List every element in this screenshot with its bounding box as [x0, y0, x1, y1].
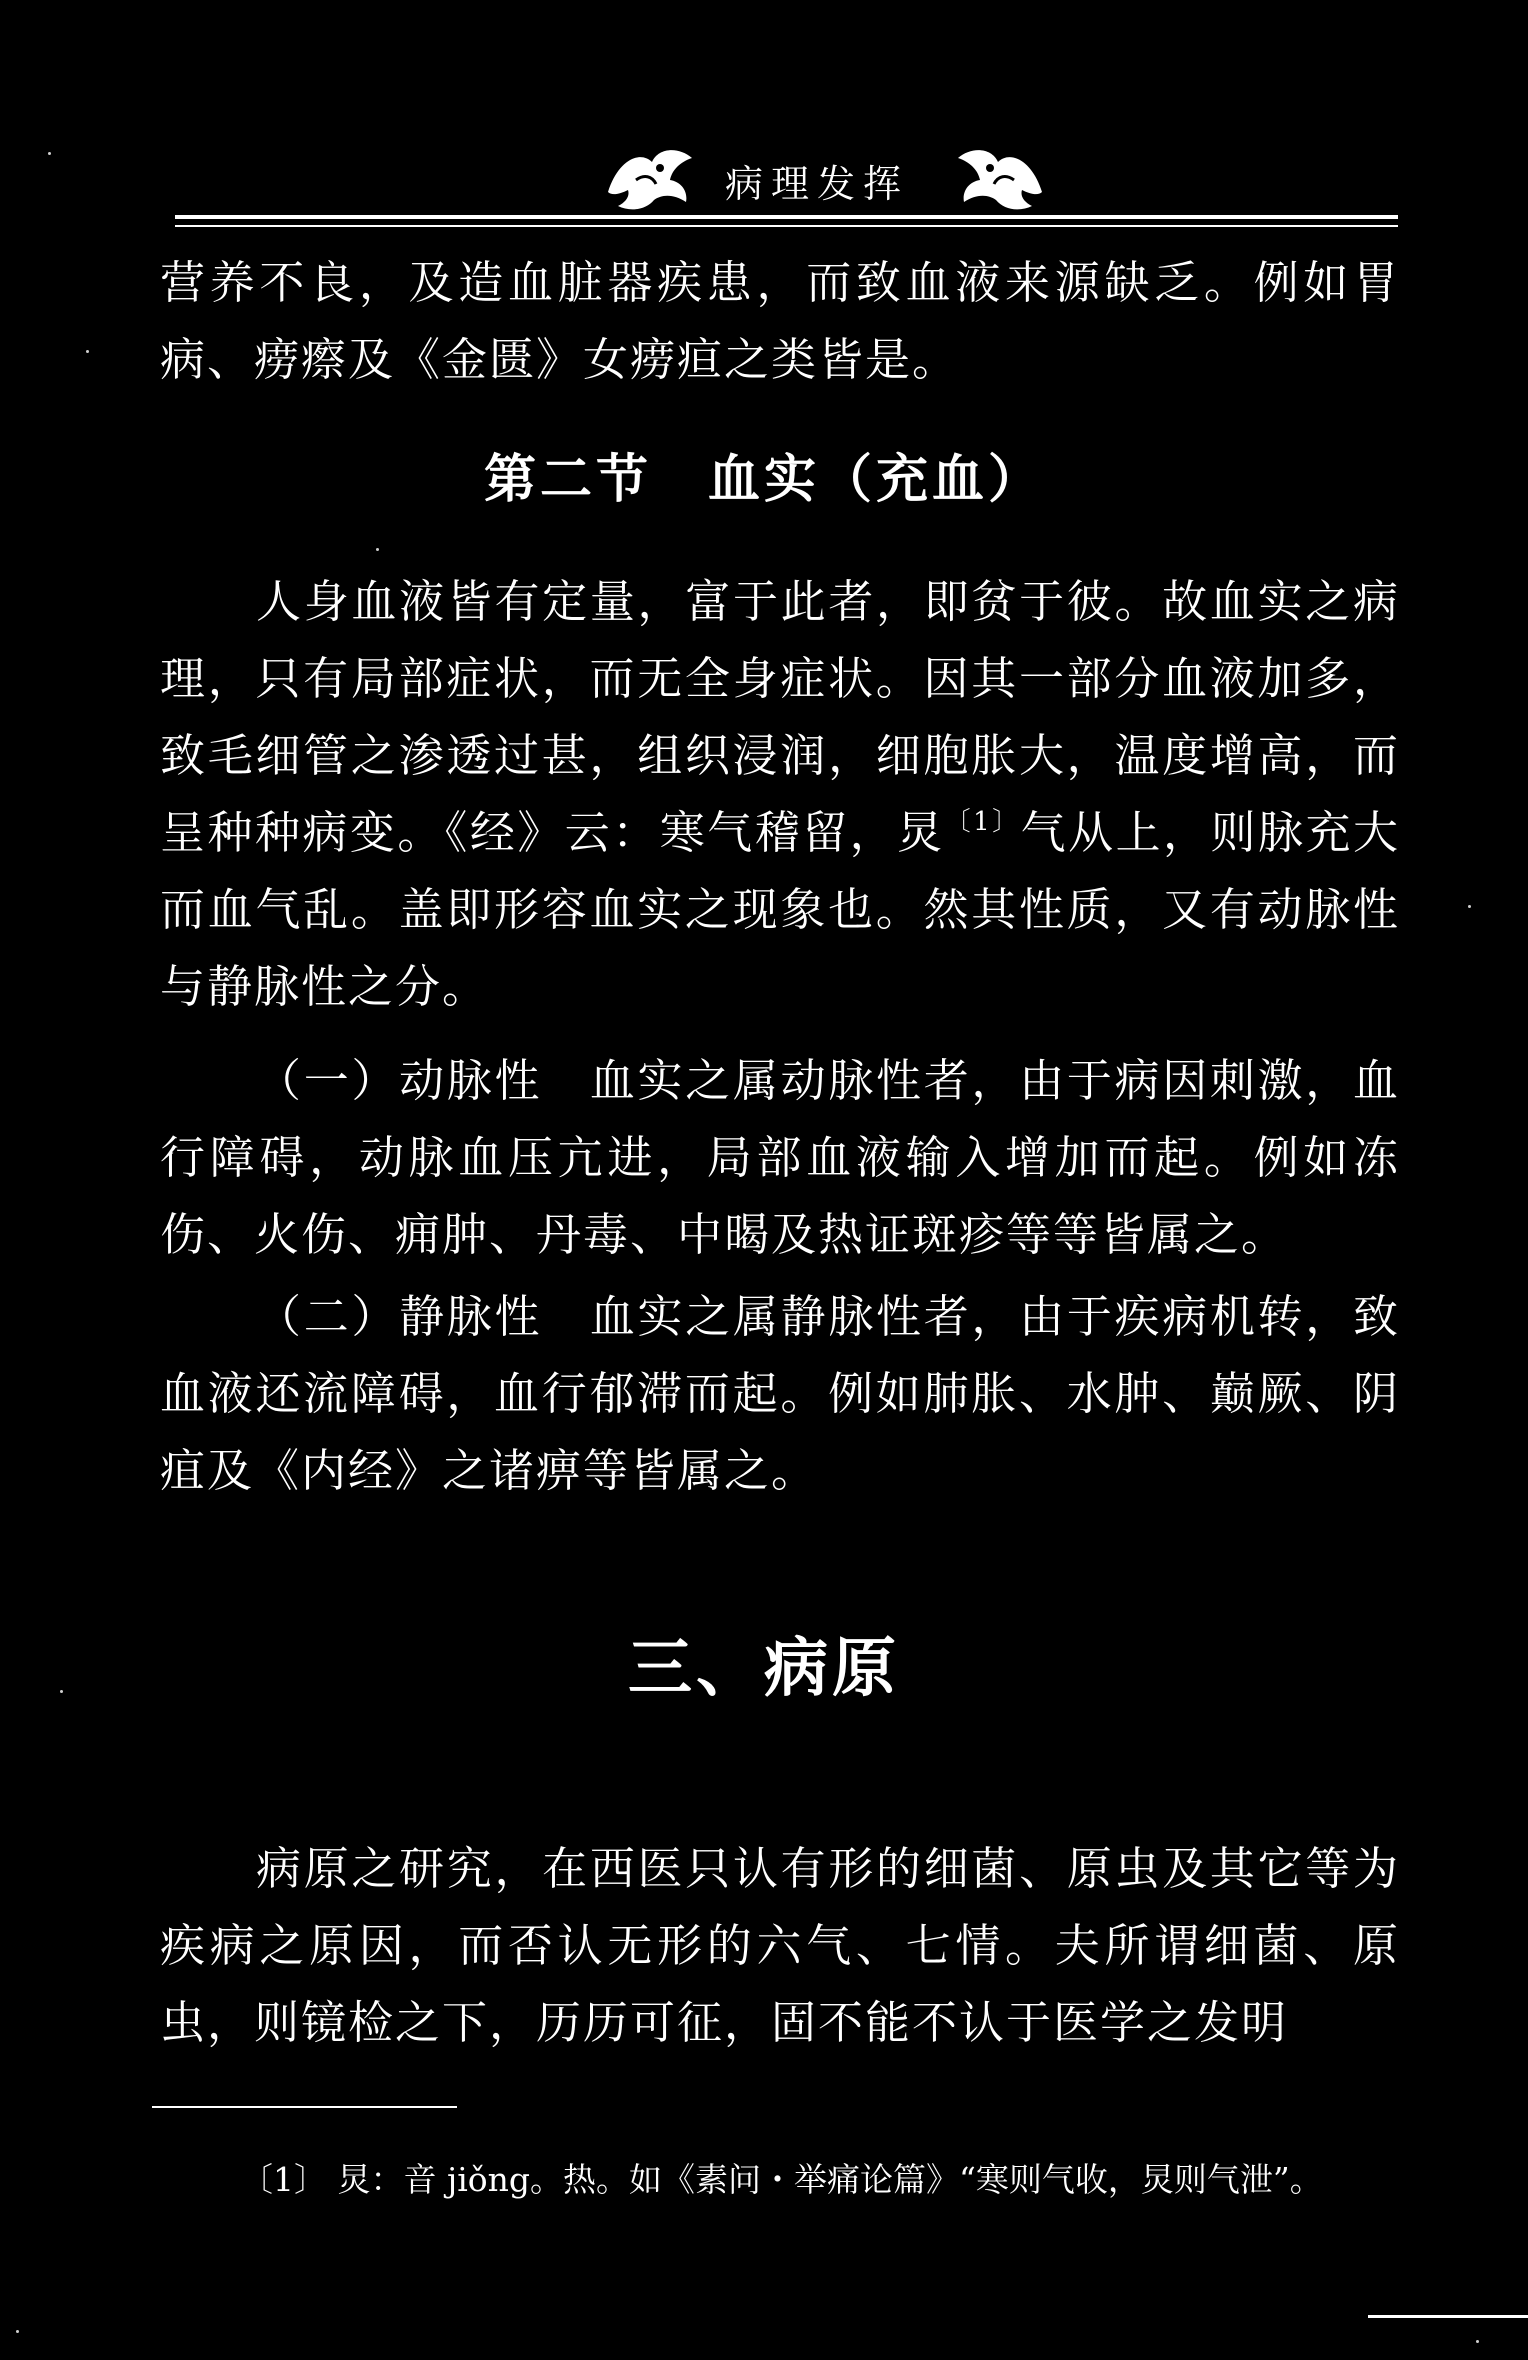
scan-speck — [16, 2330, 19, 2333]
running-header — [0, 140, 1528, 220]
header-title: 病理发挥 — [725, 162, 910, 206]
paragraph-2 — [160, 563, 1400, 1025]
phoenix-ornament-icon — [600, 140, 700, 220]
scan-speck — [48, 152, 51, 155]
header-rule-thick — [175, 215, 1398, 219]
footnote-marker: 〔1〕 — [944, 807, 1021, 837]
scan-speck — [86, 350, 89, 353]
paragraph-1: 营养不良，及造血脏器疾患，而致血液来源缺乏。例如胃病、痨瘵及《金匮》女痨疸之类皆是。 — [160, 256, 1400, 386]
paragraph-2-part-a: 人身血液皆有定量，富于此者，即贫于彼。故血实之病理，只有局部症状，而无全身症状。因其一部分血液加多，致毛细管之渗透过甚，组织浸润，细胞胀大，温度增高，而呈种种病变。《经》云：寒气稽留，炅 — [160, 575, 1400, 859]
scan-speck — [376, 548, 379, 551]
header-rule-thin — [175, 225, 1398, 227]
scan-speck — [1476, 2340, 1479, 2343]
scan-speck — [60, 1690, 63, 1693]
chapter-title: 三、病原 — [628, 1631, 900, 1706]
footnote-rule — [152, 2106, 457, 2108]
paragraph-5: 病原之研究，在西医只认有形的细菌、原虫及其它等为疾病之原因，而否认无形的六气、七情。夫所谓细菌、原虫，则镜检之下，历历可征，固不能不认于医学之发明 — [160, 1842, 1400, 2049]
paragraph-4: （二）静脉性 血实之属静脉性者，由于疾病机转，致血液还流障碍，血行郁滞而起。例如肺胀、水肿、巅厥、阴疽及《内经》之诸痹等皆属之。 — [160, 1290, 1400, 1497]
section-title: 第二节 血实（充血） — [483, 449, 1044, 510]
corner-rule — [1368, 2315, 1528, 2318]
scan-speck — [1468, 905, 1471, 908]
phoenix-ornament-icon — [950, 140, 1050, 220]
footnote: 〔1〕 炅：音 jiǒng。热。如《素问・举痛论篇》“寒则气收，炅则气泄”。 — [240, 2160, 1323, 2199]
paragraph-2-part-b: 气从上，则脉充大而血气乱。盖即形容血实之现象也。然其性质，又有动脉性与静脉性之分。 — [160, 806, 1400, 1013]
paragraph-3: （一）动脉性 血实之属动脉性者，由于病因刺激，血行障碍，动脉血压亢进，局部血液输入增加而起。例如冻伤、火伤、痈肿、丹毒、中暍及热证斑疹等等皆属之。 — [160, 1054, 1400, 1261]
